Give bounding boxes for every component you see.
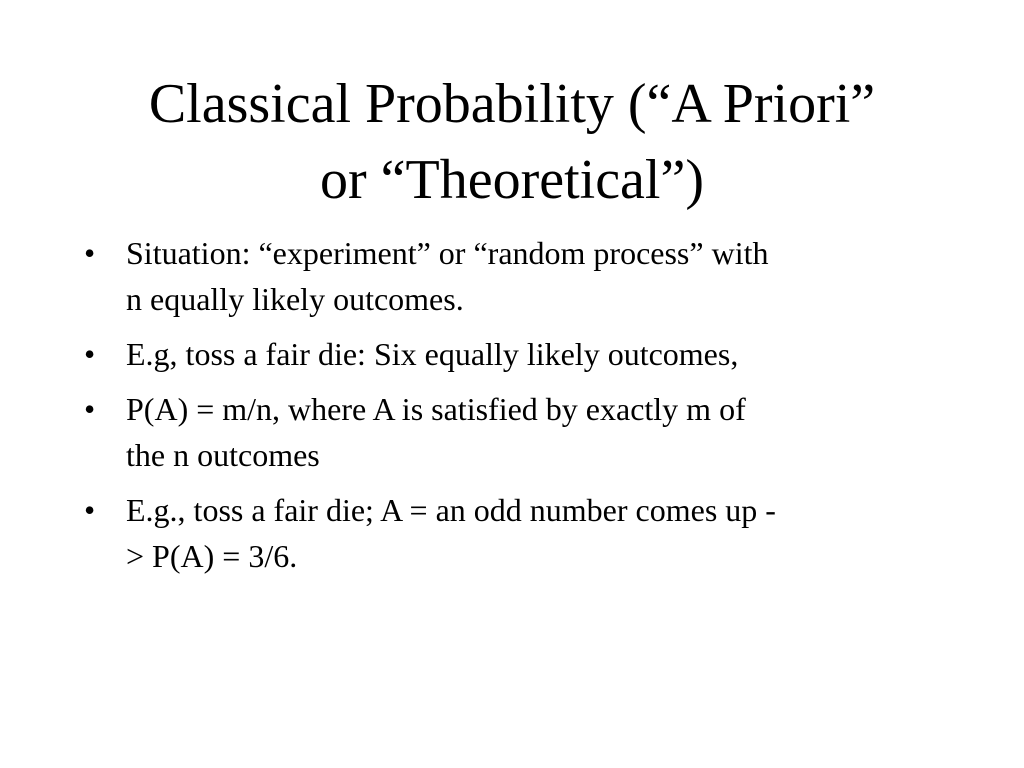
bullet-item-odd-number-example	[84, 487, 954, 579]
bullet-item-situation	[84, 230, 954, 322]
slide-title-line-1: Classical Probability (“A Priori”	[148, 73, 876, 135]
bullet-line: P(A) = m/n, where A is satisfied by exactly m of	[126, 391, 746, 427]
bullet-item-die-example	[84, 331, 954, 377]
bullet-text	[126, 487, 954, 579]
bullet-dot-icon: •	[84, 336, 96, 372]
bullet-dot-icon: •	[84, 391, 96, 427]
bullet-line: Situation: “experiment” or “random process” with	[126, 235, 769, 271]
bullet-line: > P(A) = 3/6.	[126, 538, 298, 574]
bullet-text	[126, 331, 954, 377]
bullet-item-formula	[84, 386, 954, 478]
bullet-line: E.g, toss a fair die: Six equally likely outcomes,	[126, 336, 739, 372]
slide-title-line-2: or “Theoretical”)	[320, 149, 704, 211]
slide-title	[60, 66, 964, 218]
bullet-list	[84, 230, 954, 588]
bullet-line: the n outcomes	[126, 437, 320, 473]
bullet-text	[126, 386, 954, 478]
bullet-dot-icon: •	[84, 492, 96, 528]
bullet-text	[126, 230, 954, 322]
bullet-line: n equally likely outcomes.	[126, 281, 464, 317]
bullet-line: E.g., toss a fair die; A = an odd number comes up -	[126, 492, 776, 528]
bullet-dot-icon: •	[84, 235, 96, 271]
